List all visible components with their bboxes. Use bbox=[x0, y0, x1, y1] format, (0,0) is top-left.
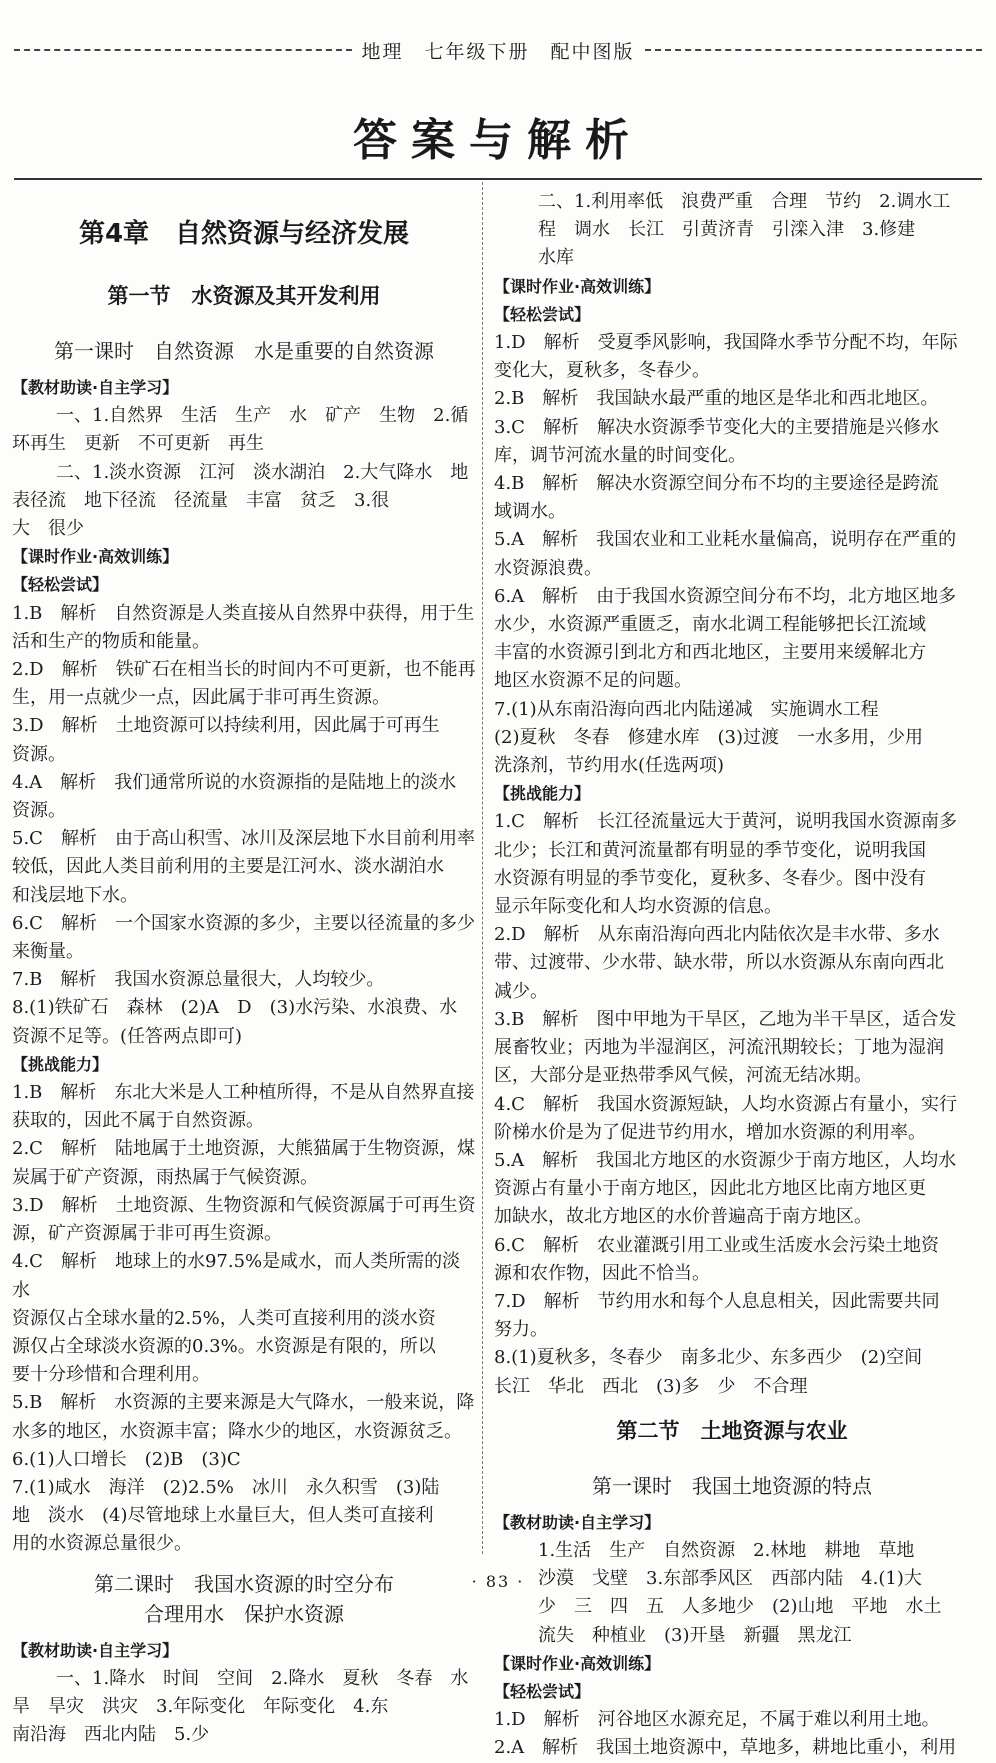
page-number: · 83 · bbox=[471, 1572, 525, 1591]
answer-line: 4.C 解析 地球上的水97.5%是咸水，而人类所需的淡水 bbox=[12, 1251, 461, 1301]
chapter-title: 第4章 自然资源与经济发展 bbox=[78, 219, 410, 249]
answer-line: 南沿海 西北内陆 5.少 bbox=[12, 1724, 210, 1746]
answer-line: 1.C 解析 长江径流量远大于黄河，说明我国水资源南多 bbox=[494, 811, 957, 833]
answer-line: 水少，水资源严重匮乏，南水北调工程能够把长江流域 bbox=[494, 614, 926, 636]
answer-line: 长江 华北 西北 (3)多 少 不合理 bbox=[494, 1375, 808, 1397]
answer-line: 来衡量。 bbox=[12, 941, 84, 963]
title-divider bbox=[14, 178, 982, 180]
answer-line: 源仅占全球淡水资源的0.3%。水资源是有限的，所以 bbox=[12, 1335, 436, 1357]
answer-line: 生，用一点就少一点，因此属于非可再生资源。 bbox=[12, 687, 390, 709]
column-divider bbox=[482, 182, 483, 1554]
answer-line: 7.(1)咸水 海洋 (2)2.5% 冰川 永久积雪 (3)陆 bbox=[12, 1476, 440, 1498]
answer-line: 二、1.淡水资源 江河 淡水湖泊 2.大气降水 地 bbox=[56, 461, 469, 483]
answer-line: 1.生活 生产 自然资源 2.林地 耕地 草地 bbox=[538, 1539, 915, 1561]
lesson-title: 合理用水 保护水资源 bbox=[144, 1601, 344, 1626]
answer-line: 5.A 解析 我国农业和工业耗水量偏高，说明存在严重的 bbox=[494, 529, 957, 551]
answer-line: 3.D 解析 土地资源、生物资源和气候资源属于可再生资 bbox=[12, 1194, 476, 1216]
subsection-tag: 【教材助读·自主学习】 bbox=[12, 1640, 179, 1660]
lesson-title: 第二课时 我国水资源的时空分布 bbox=[94, 1571, 394, 1596]
answer-line: 8.(1)铁矿石 森林 (2)A D (3)水污染、水浪费、水 bbox=[12, 997, 458, 1019]
page-title: 答案与解析 bbox=[353, 115, 643, 166]
answer-line: 7.(1)从东南沿海向西北内陆递减 实施调水工程 bbox=[494, 698, 879, 720]
answer-line: 丰富的水资源引到北方和西北地区，主要用来缓解北方 bbox=[494, 642, 926, 664]
answer-line: 二、1.利用率低 浪费严重 合理 节约 2.调水工 bbox=[538, 191, 951, 212]
answer-line: 2.A 解析 我国土地资源中，草地多，耕地比重小，利用 bbox=[494, 1737, 957, 1759]
answer-line: 资源不足等。(任答两点即可) bbox=[12, 1025, 243, 1047]
answer-line: 资源。 bbox=[12, 743, 66, 765]
answer-line: 6.C 解析 农业灌溉引用工业或生活废水会污染土地资 bbox=[494, 1234, 939, 1256]
header-rule-left bbox=[14, 49, 352, 51]
answer-line: 3.D 解析 土地资源可以持续利用，因此属于可再生 bbox=[12, 715, 440, 737]
answer-line: 沙漠 戈壁 3.东部季风区 西部内陆 4.(1)大 bbox=[538, 1568, 922, 1590]
answer-line: 2.D 解析 铁矿石在相当长的时间内不可更新，也不能再 bbox=[12, 659, 476, 681]
answer-line: 一、1.降水 时间 空间 2.降水 夏秋 冬春 水 bbox=[56, 1667, 469, 1689]
answer-line: 3.B 解析 图中甲地为干旱区，乙地为半干旱区，适合发 bbox=[494, 1008, 957, 1030]
answer-line: 要十分珍惜和合理利用。 bbox=[12, 1364, 210, 1386]
answer-line: 库，调节河流水量的时间变化。 bbox=[494, 444, 746, 466]
answer-line: 源和农作物，因此不恰当。 bbox=[494, 1262, 710, 1284]
answer-line: 显示年际变化和人均水资源的信息。 bbox=[494, 896, 782, 918]
section-title: 第二节 土地资源与农业 bbox=[616, 1418, 848, 1443]
answer-line: 一、1.自然界 生活 生产 水 矿产 生物 2.循 bbox=[56, 405, 469, 427]
subsection-tag: 【教材助读·自主学习】 bbox=[494, 1512, 661, 1532]
answer-line: 活和生产的物质和能量。 bbox=[12, 630, 210, 652]
subsection-tag: 【教材助读·自主学习】 bbox=[12, 378, 179, 397]
answer-line: 水资源浪费。 bbox=[494, 557, 602, 579]
subsection-tag: 【轻松尝试】 bbox=[494, 1681, 591, 1701]
answer-line: 7.B 解析 我国水资源总量很大，人均较少。 bbox=[12, 969, 385, 991]
subsection-tag: 【课时作业·高效训练】 bbox=[12, 547, 179, 567]
answer-line: 流失 种植业 (3)开垦 新疆 黑龙江 bbox=[538, 1624, 852, 1646]
answer-line: 变化大，夏秋多，冬春少。 bbox=[494, 360, 710, 382]
answer-line: 获取的，因此不属于自然资源。 bbox=[12, 1110, 264, 1132]
subsection-tag: 【轻松尝试】 bbox=[494, 304, 591, 324]
lesson-title: 第一课时 自然资源 水是重要的自然资源 bbox=[54, 339, 434, 363]
answer-line: 5.B 解析 水资源的主要来源是大气降水，一般来说，降 bbox=[12, 1392, 475, 1414]
answer-line: 展畜牧业；丙地为半湿润区，河流汛期较长；丁地为湿润 bbox=[494, 1037, 944, 1059]
answer-line: 较低，因此人类目前利用的主要是江河水、淡水湖泊水 bbox=[12, 856, 444, 878]
answer-line: 少 三 四 五 人多地少 (2)山地 平地 水土 bbox=[538, 1596, 942, 1618]
answer-line: 带、过渡带、少水带、缺水带，所以水资源从东南向西北 bbox=[494, 952, 944, 974]
answer-line: 大 很少 bbox=[12, 518, 84, 540]
answer-line: 1.B 解析 自然资源是人类直接从自然界中获得，用于生 bbox=[12, 602, 475, 624]
answer-line: 2.C 解析 陆地属于土地资源，大熊猫属于生物资源，煤 bbox=[12, 1138, 475, 1160]
lesson-title: 第一课时 我国土地资源的特点 bbox=[592, 1473, 872, 1498]
subsection-tag: 【课时作业·高效训练】 bbox=[494, 1653, 661, 1673]
left-column bbox=[12, 188, 476, 1749]
answer-line: 4.C 解析 我国水资源短缺，人均水资源占有量小，实行 bbox=[494, 1093, 957, 1115]
answer-line: 水库 bbox=[538, 247, 574, 269]
answer-line: 减少。 bbox=[494, 980, 548, 1002]
answer-line: (2)夏秋 冬春 修建水库 (3)过渡 一水多用，少用 bbox=[494, 726, 923, 748]
answer-line: 6.A 解析 由于我国水资源空间分布不均，北方地区地多 bbox=[494, 585, 957, 607]
answer-line: 努力。 bbox=[494, 1319, 548, 1341]
answer-line: 北少；长江和黄河流量都有明显的季节变化，说明我国 bbox=[494, 839, 926, 861]
answer-line: 旱 旱灾 洪灾 3.年际变化 年际变化 4.东 bbox=[12, 1695, 389, 1717]
subsection-tag: 【轻松尝试】 bbox=[12, 575, 109, 595]
answer-line: 环再生 更新 不可更新 再生 bbox=[12, 433, 264, 455]
answer-line: 源，矿产资源属于非可再生资源。 bbox=[12, 1223, 282, 1245]
section-title: 第一节 水资源及其开发利用 bbox=[107, 284, 381, 308]
answer-line: 1.D 解析 河谷地区水源充足，不属于难以利用土地。 bbox=[494, 1709, 940, 1731]
answer-line: 地 淡水 (4)尽管地球上水量巨大，但人类可直接利 bbox=[12, 1505, 434, 1527]
answer-line: 7.D 解析 节约用水和每个人息息相关，因此需要共同 bbox=[494, 1290, 940, 1312]
answer-line: 5.A 解析 我国北方地区的水资源少于南方地区，人均水 bbox=[494, 1149, 957, 1171]
answer-line: 资源。 bbox=[12, 800, 66, 822]
subsection-tag: 【挑战能力】 bbox=[494, 784, 591, 804]
answer-line: 域调水。 bbox=[494, 501, 566, 523]
answer-line: 程 调水 长江 引黄济青 引滦入津 3.修建 bbox=[538, 219, 916, 241]
answer-line: 表径流 地下径流 径流量 丰富 贫乏 3.很 bbox=[12, 489, 390, 511]
answer-line: 加缺水，故北方地区的水价普遍高于南方地区。 bbox=[494, 1206, 872, 1228]
answer-line: 地区水资源不足的问题。 bbox=[494, 670, 692, 692]
answer-line: 5.C 解析 由于高山积雪、冰川及深层地下水目前利用率 bbox=[12, 828, 475, 850]
answer-line: 4.A 解析 我们通常所说的水资源指的是陆地上的淡水 bbox=[12, 771, 457, 793]
answer-line: 1.B 解析 东北大米是人工种植所得，不是从自然界直接 bbox=[12, 1082, 475, 1104]
running-header bbox=[14, 36, 982, 64]
answer-line: 水资源有明显的季节变化，夏秋多、冬春少。图中没有 bbox=[494, 867, 926, 889]
right-column bbox=[494, 188, 970, 1763]
subsection-tag: 【课时作业·高效训练】 bbox=[494, 276, 661, 296]
answer-line: 1.D 解析 受夏季风影响，我国降水季节分配不均，年际 bbox=[494, 332, 958, 354]
answer-line: 用的水资源总量很少。 bbox=[12, 1533, 192, 1555]
answer-line: 阶梯水价是为了促进节约用水，增加水资源的利用率。 bbox=[494, 1121, 926, 1143]
answer-line: 6.C 解析 一个国家水资源的多少，主要以径流量的多少 bbox=[12, 912, 475, 934]
subsection-tag: 【挑战能力】 bbox=[12, 1054, 109, 1074]
answer-line: 6.(1)人口增长 (2)B (3)C bbox=[12, 1448, 241, 1470]
answer-line: 2.B 解析 我国缺水最严重的地区是华北和西北地区。 bbox=[494, 388, 939, 410]
answer-line: 洗涤剂，节约用水(任选两项) bbox=[494, 755, 725, 777]
answer-line: 水多的地区，水资源丰富；降水少的地区，水资源贫乏。 bbox=[12, 1420, 462, 1442]
answer-line: 炭属于矿产资源，雨热属于气候资源。 bbox=[12, 1166, 318, 1188]
answer-line: 资源仅占全球水量的2.5%，人类可直接利用的淡水资 bbox=[12, 1307, 436, 1329]
answer-line: 资源占有量小于南方地区，因此北方地区比南方地区更 bbox=[494, 1178, 926, 1200]
header-rule-right bbox=[645, 49, 983, 51]
answer-line: 2.D 解析 从东南沿海向西北内陆依次是丰水带、多水 bbox=[494, 924, 940, 946]
answer-line: 区，大部分是亚热带季风气候，河流无结冰期。 bbox=[494, 1065, 872, 1087]
answer-line: 3.C 解析 解决水资源季节变化大的主要措施是兴修水 bbox=[494, 416, 939, 438]
header-text: 地理 七年级下册 配中图版 bbox=[361, 40, 635, 63]
answer-line: 和浅层地下水。 bbox=[12, 884, 138, 906]
answer-line: 4.B 解析 解决水资源空间分布不均的主要途径是跨流 bbox=[494, 473, 939, 495]
answer-line: 8.(1)夏秋多，冬春少 南多北少、东多西少 (2)空间 bbox=[494, 1347, 923, 1369]
